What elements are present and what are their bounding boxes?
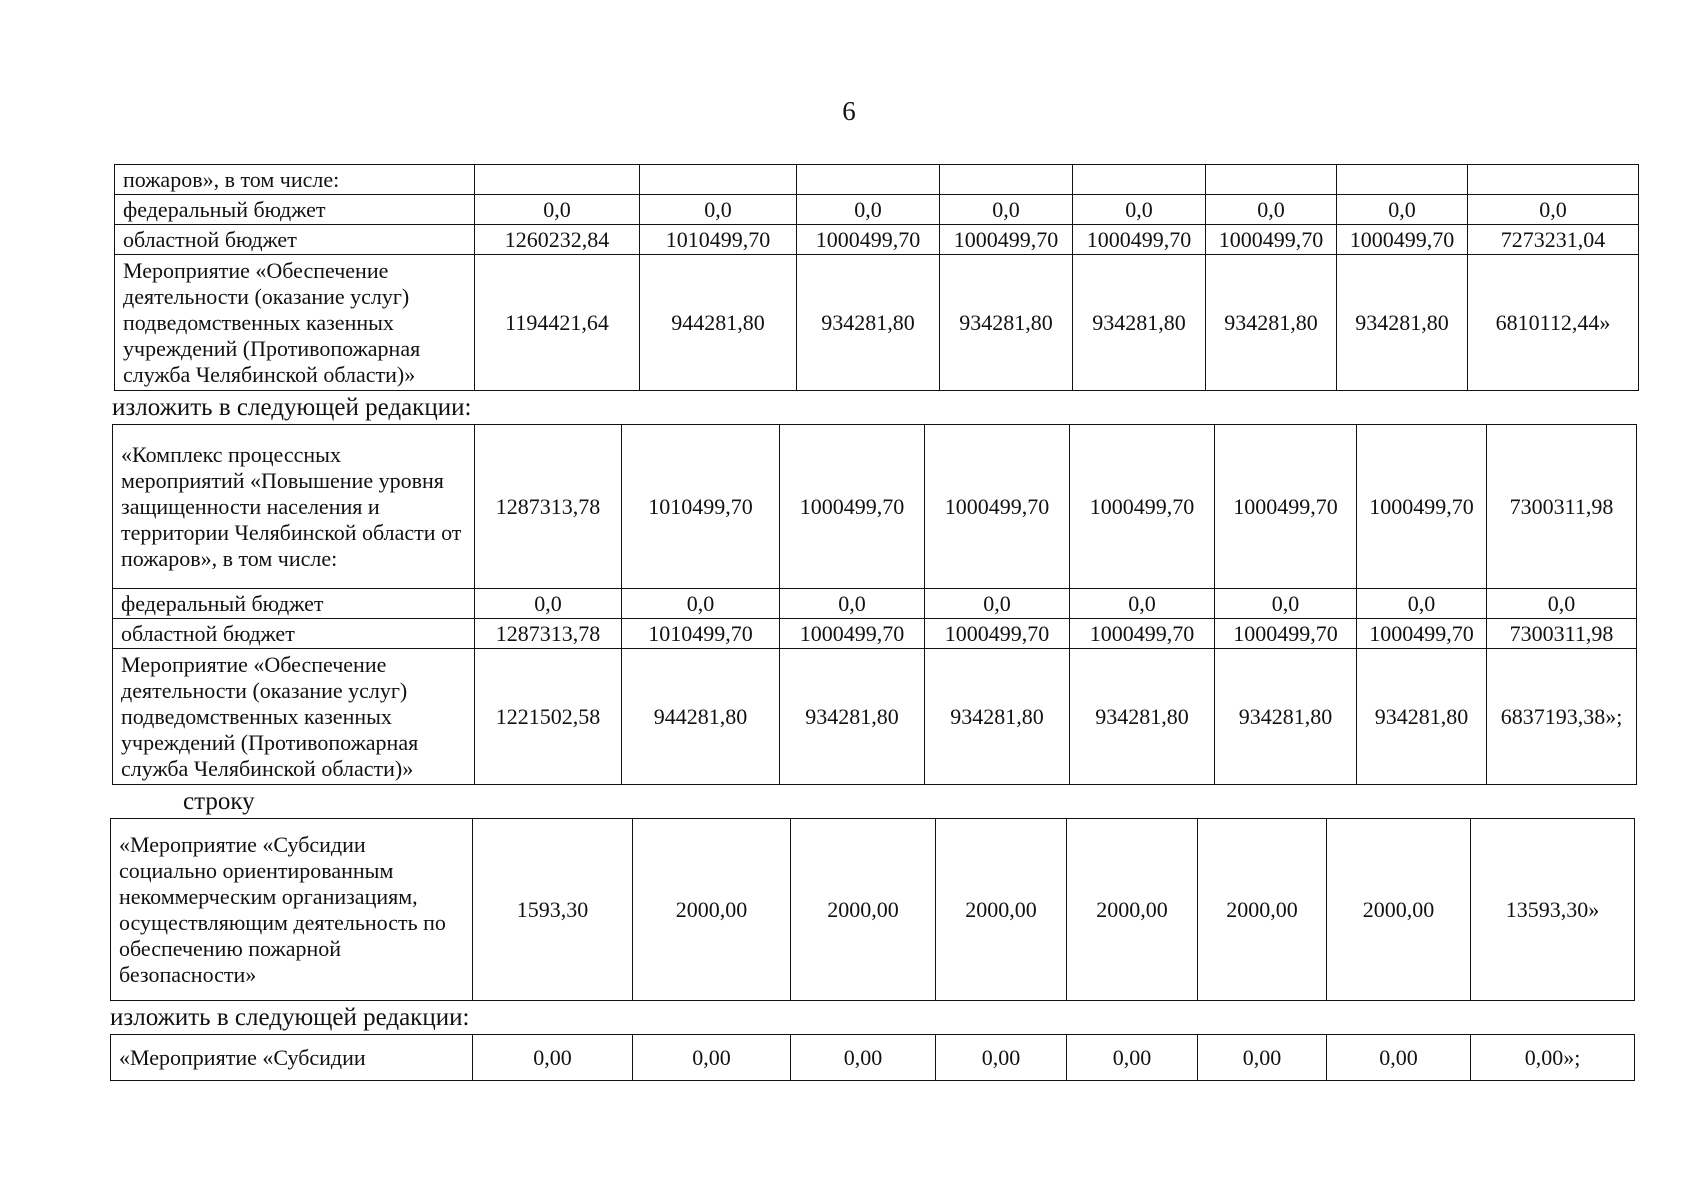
table-cell: 0,00 bbox=[791, 1035, 936, 1081]
table-row bbox=[115, 255, 1639, 391]
table-cell: 934281,80 bbox=[1337, 255, 1468, 391]
table-cell: 1000499,70 bbox=[1215, 425, 1357, 589]
table-cell: 0,0 bbox=[640, 195, 797, 225]
table-cell bbox=[475, 165, 640, 195]
table-cell: 1000499,70 bbox=[780, 619, 925, 649]
table-cell: 7300311,98 bbox=[1487, 425, 1637, 589]
table-cell: 0,0 bbox=[780, 589, 925, 619]
table-cell: 1287313,78 bbox=[475, 425, 622, 589]
table-cell: 0,0 bbox=[475, 589, 622, 619]
budget-table-revised bbox=[112, 424, 1637, 785]
table-cell: 1010499,70 bbox=[622, 425, 780, 589]
table-cell: 1000499,70 bbox=[1070, 619, 1215, 649]
table-cell: 1000499,70 bbox=[780, 425, 925, 589]
row-label: «Мероприятие «Субсидии bbox=[111, 1035, 473, 1081]
table-cell: 2000,00 bbox=[633, 819, 791, 1001]
table-cell: 934281,80 bbox=[1070, 649, 1215, 785]
table-cell: 1000499,70 bbox=[940, 225, 1073, 255]
table-cell: 6810112,44» bbox=[1468, 255, 1639, 391]
row-label: Мероприятие «Обеспечение деятельности (оказание услуг) подведомственных казенных учреждений (Противопожарная служба Челябинской области)» bbox=[113, 649, 475, 785]
table-cell: 0,00 bbox=[1327, 1035, 1471, 1081]
table-row bbox=[113, 589, 1637, 619]
table-row bbox=[115, 195, 1639, 225]
table-cell: 0,00 bbox=[1198, 1035, 1327, 1081]
table-cell: 2000,00 bbox=[1067, 819, 1198, 1001]
table-cell: 0,0 bbox=[1206, 195, 1337, 225]
row-label: пожаров», в том числе: bbox=[115, 165, 475, 195]
table-row bbox=[115, 225, 1639, 255]
table-cell: 1000499,70 bbox=[1073, 225, 1206, 255]
table-cell: 0,0 bbox=[622, 589, 780, 619]
table-cell: 934281,80 bbox=[1206, 255, 1337, 391]
table-row bbox=[115, 165, 1639, 195]
table-row bbox=[113, 649, 1637, 785]
row-label: «Мероприятие «Субсидии социально ориентированным некоммерческим организациям, осуществляющим деятельность по обеспечению пожарной безопасности» bbox=[111, 819, 473, 1001]
table-cell: 7273231,04 bbox=[1468, 225, 1639, 255]
table-cell: 1000499,70 bbox=[925, 619, 1070, 649]
table-cell: 0,0 bbox=[475, 195, 640, 225]
table-row bbox=[111, 1035, 1635, 1081]
table-cell: 0,00 bbox=[633, 1035, 791, 1081]
table-cell bbox=[940, 165, 1073, 195]
row-label: областной бюджет bbox=[113, 619, 475, 649]
row-label: областной бюджет bbox=[115, 225, 475, 255]
amendment-phrase: изложить в следующей редакции: bbox=[112, 394, 472, 421]
table-cell: 934281,80 bbox=[1215, 649, 1357, 785]
table-cell: 1000499,70 bbox=[797, 225, 940, 255]
table-cell bbox=[1073, 165, 1206, 195]
table-cell: 13593,30» bbox=[1471, 819, 1635, 1001]
table-cell: 934281,80 bbox=[797, 255, 940, 391]
table-cell: 1194421,64 bbox=[475, 255, 640, 391]
table-cell bbox=[1337, 165, 1468, 195]
table-cell: 0,0 bbox=[1487, 589, 1637, 619]
row-label: федеральный бюджет bbox=[115, 195, 475, 225]
table-cell: 1000499,70 bbox=[1215, 619, 1357, 649]
table-cell: 1000499,70 bbox=[1206, 225, 1337, 255]
table-cell: 1287313,78 bbox=[475, 619, 622, 649]
table-cell: 1000499,70 bbox=[1337, 225, 1468, 255]
table-cell: 1593,30 bbox=[473, 819, 633, 1001]
table-cell bbox=[640, 165, 797, 195]
row-label: «Комплекс процессных мероприятий «Повышение уровня защищенности населения и территории Челябинской области от пожаров», в том числе: bbox=[113, 425, 475, 589]
table-cell: 2000,00 bbox=[936, 819, 1067, 1001]
table-cell: 1000499,70 bbox=[925, 425, 1070, 589]
table-cell: 0,00»; bbox=[1471, 1035, 1635, 1081]
table-cell: 1221502,58 bbox=[475, 649, 622, 785]
table-cell: 0,0 bbox=[797, 195, 940, 225]
table-cell: 0,0 bbox=[1337, 195, 1468, 225]
table-cell: 0,0 bbox=[1215, 589, 1357, 619]
table-cell: 934281,80 bbox=[1357, 649, 1487, 785]
row-label: федеральный бюджет bbox=[113, 589, 475, 619]
subsidy-table-revised bbox=[110, 1034, 1635, 1081]
table-row bbox=[111, 819, 1635, 1001]
table-cell: 0,0 bbox=[1073, 195, 1206, 225]
table-cell: 934281,80 bbox=[940, 255, 1073, 391]
table-row bbox=[113, 425, 1637, 589]
table-cell: 1000499,70 bbox=[1357, 619, 1487, 649]
table-cell: 1010499,70 bbox=[622, 619, 780, 649]
table-cell: 944281,80 bbox=[640, 255, 797, 391]
table-cell: 934281,80 bbox=[780, 649, 925, 785]
amendment-phrase: изложить в следующей редакции: bbox=[110, 1004, 470, 1031]
table-cell: 7300311,98 bbox=[1487, 619, 1637, 649]
table-cell: 1000499,70 bbox=[1070, 425, 1215, 589]
table-cell: 1000499,70 bbox=[1357, 425, 1487, 589]
table-cell: 0,00 bbox=[936, 1035, 1067, 1081]
table-cell: 2000,00 bbox=[1327, 819, 1471, 1001]
table-cell: 934281,80 bbox=[1073, 255, 1206, 391]
row-label: Мероприятие «Обеспечение деятельности (оказание услуг) подведомственных казенных учреждений (Противопожарная служба Челябинской области)» bbox=[115, 255, 475, 391]
subsidy-table-current bbox=[110, 818, 1635, 1001]
table-cell: 1010499,70 bbox=[640, 225, 797, 255]
table-cell: 0,0 bbox=[1357, 589, 1487, 619]
table-cell: 0,0 bbox=[1468, 195, 1639, 225]
table-cell: 2000,00 bbox=[791, 819, 936, 1001]
table-row bbox=[113, 619, 1637, 649]
table-cell: 2000,00 bbox=[1198, 819, 1327, 1001]
table-cell: 944281,80 bbox=[622, 649, 780, 785]
budget-table-current bbox=[114, 164, 1639, 391]
table-cell: 0,00 bbox=[473, 1035, 633, 1081]
amendment-phrase: строку bbox=[183, 788, 255, 815]
table-cell: 0,00 bbox=[1067, 1035, 1198, 1081]
table-cell: 0,0 bbox=[925, 589, 1070, 619]
table-cell: 0,0 bbox=[940, 195, 1073, 225]
table-cell: 1260232,84 bbox=[475, 225, 640, 255]
table-cell bbox=[1468, 165, 1639, 195]
table-cell: 934281,80 bbox=[925, 649, 1070, 785]
table-cell: 6837193,38»; bbox=[1487, 649, 1637, 785]
table-cell: 0,0 bbox=[1070, 589, 1215, 619]
table-cell bbox=[797, 165, 940, 195]
page-number: 6 bbox=[842, 96, 856, 126]
table-cell bbox=[1206, 165, 1337, 195]
